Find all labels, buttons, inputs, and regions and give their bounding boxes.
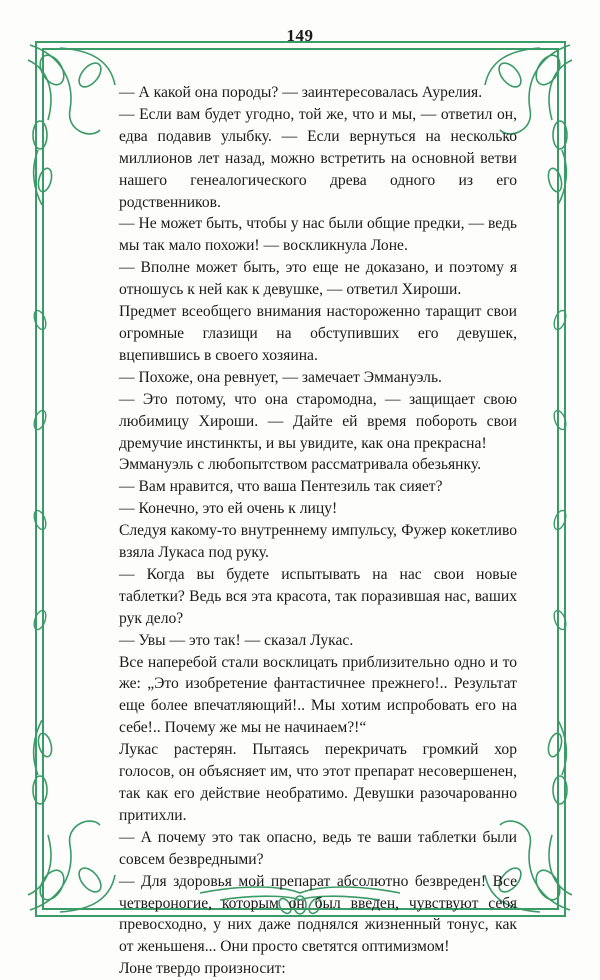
paragraph: — А какой она породы? — заинтересовалась Аурелия. <box>119 84 483 101</box>
paragraph: Все наперебой стали восклицать приблизительно одно и то же: „Это изобретение фантастичнее прежнего!.. Результат еще более впечатляющий!.. Мы хотим испробовать его на себе!.. Почему же мы не начинаем?!“ <box>119 653 517 737</box>
page-number: 149 <box>286 26 314 45</box>
corner-vine-top-left <box>28 45 115 205</box>
side-leaves-left <box>32 309 48 631</box>
paragraph: — Увы — это так! — сказал Лукас. <box>119 631 354 649</box>
paragraph: — Если вам будет угодно, той же, что и мы, — ответил он, едва подавив улыбку. — Если вернуться на несколько миллионов лет назад, можно встретить на основной ветви нашего генеалогического древа одного из его родственников. <box>119 105 517 211</box>
paragraph: Следуя какому-то внутреннему импульсу, Фужер кокетливо взяла Лукаса под руку. <box>119 522 517 562</box>
paragraph: — А почему это так опасно, ведь те ваши таблетки были совсем безвредными? <box>119 828 517 868</box>
paragraph: Лоне твердо произносит: <box>119 960 286 978</box>
paragraph: — Вам нравится, что ваша Пентезиль так сияет? <box>119 478 443 496</box>
paragraph: Лукас растерян. Пытаясь перекричать громкий хор голосов, он объясняет им, что этот препарат несовершенен, так как его действие необратимо. Девушки разочарованно притихли. <box>119 741 517 824</box>
paragraph: Эммануэль с любопытством рассматривала обезьянку. <box>119 456 481 474</box>
paragraph: — Не может быть, чтобы у нас были общие предки, — ведь мы так мало похожи! — воскликнула Лоне. <box>119 215 517 255</box>
paragraph: Предмет всеобщего внимания настороженно таращит свои огромные глазищи на обступивших его девушек, вцепившись в своего хозяина. <box>119 303 517 364</box>
text-body <box>119 82 517 980</box>
paragraph: — Для здоровья мой препарат абсолютно безвреден! Все четвероногие, которым он был введен, чувствуют себя превосходно, у них даже поднялся жизненный тонус, как от женьшеня... Они просто светятся оптимизмом! <box>119 872 517 956</box>
paragraph: — Это потому, что она старомодна, — защищает свою любимицу Хироши. — Дайте ей время побороть свои дремучие инстинкты, и вы увидите, как она прекрасна! <box>119 390 517 452</box>
paragraph: — Похоже, она ревнует, — замечает Эммануэль. <box>119 368 442 386</box>
paragraph: — Когда вы будете испытывать на нас свои новые таблетки? Ведь вся эта красота, так поразившая нас, ваших рук дело? <box>119 565 517 627</box>
paragraph: — Вполне может быть, это еще не доказано, и поэтому я отношусь к ней как к девушке, — ответил Хироши. <box>119 259 517 299</box>
paragraph: — Конечно, это ей очень к лицу! <box>119 500 338 518</box>
side-leaves-right <box>552 309 568 631</box>
corner-vine-bottom-left <box>28 720 115 912</box>
